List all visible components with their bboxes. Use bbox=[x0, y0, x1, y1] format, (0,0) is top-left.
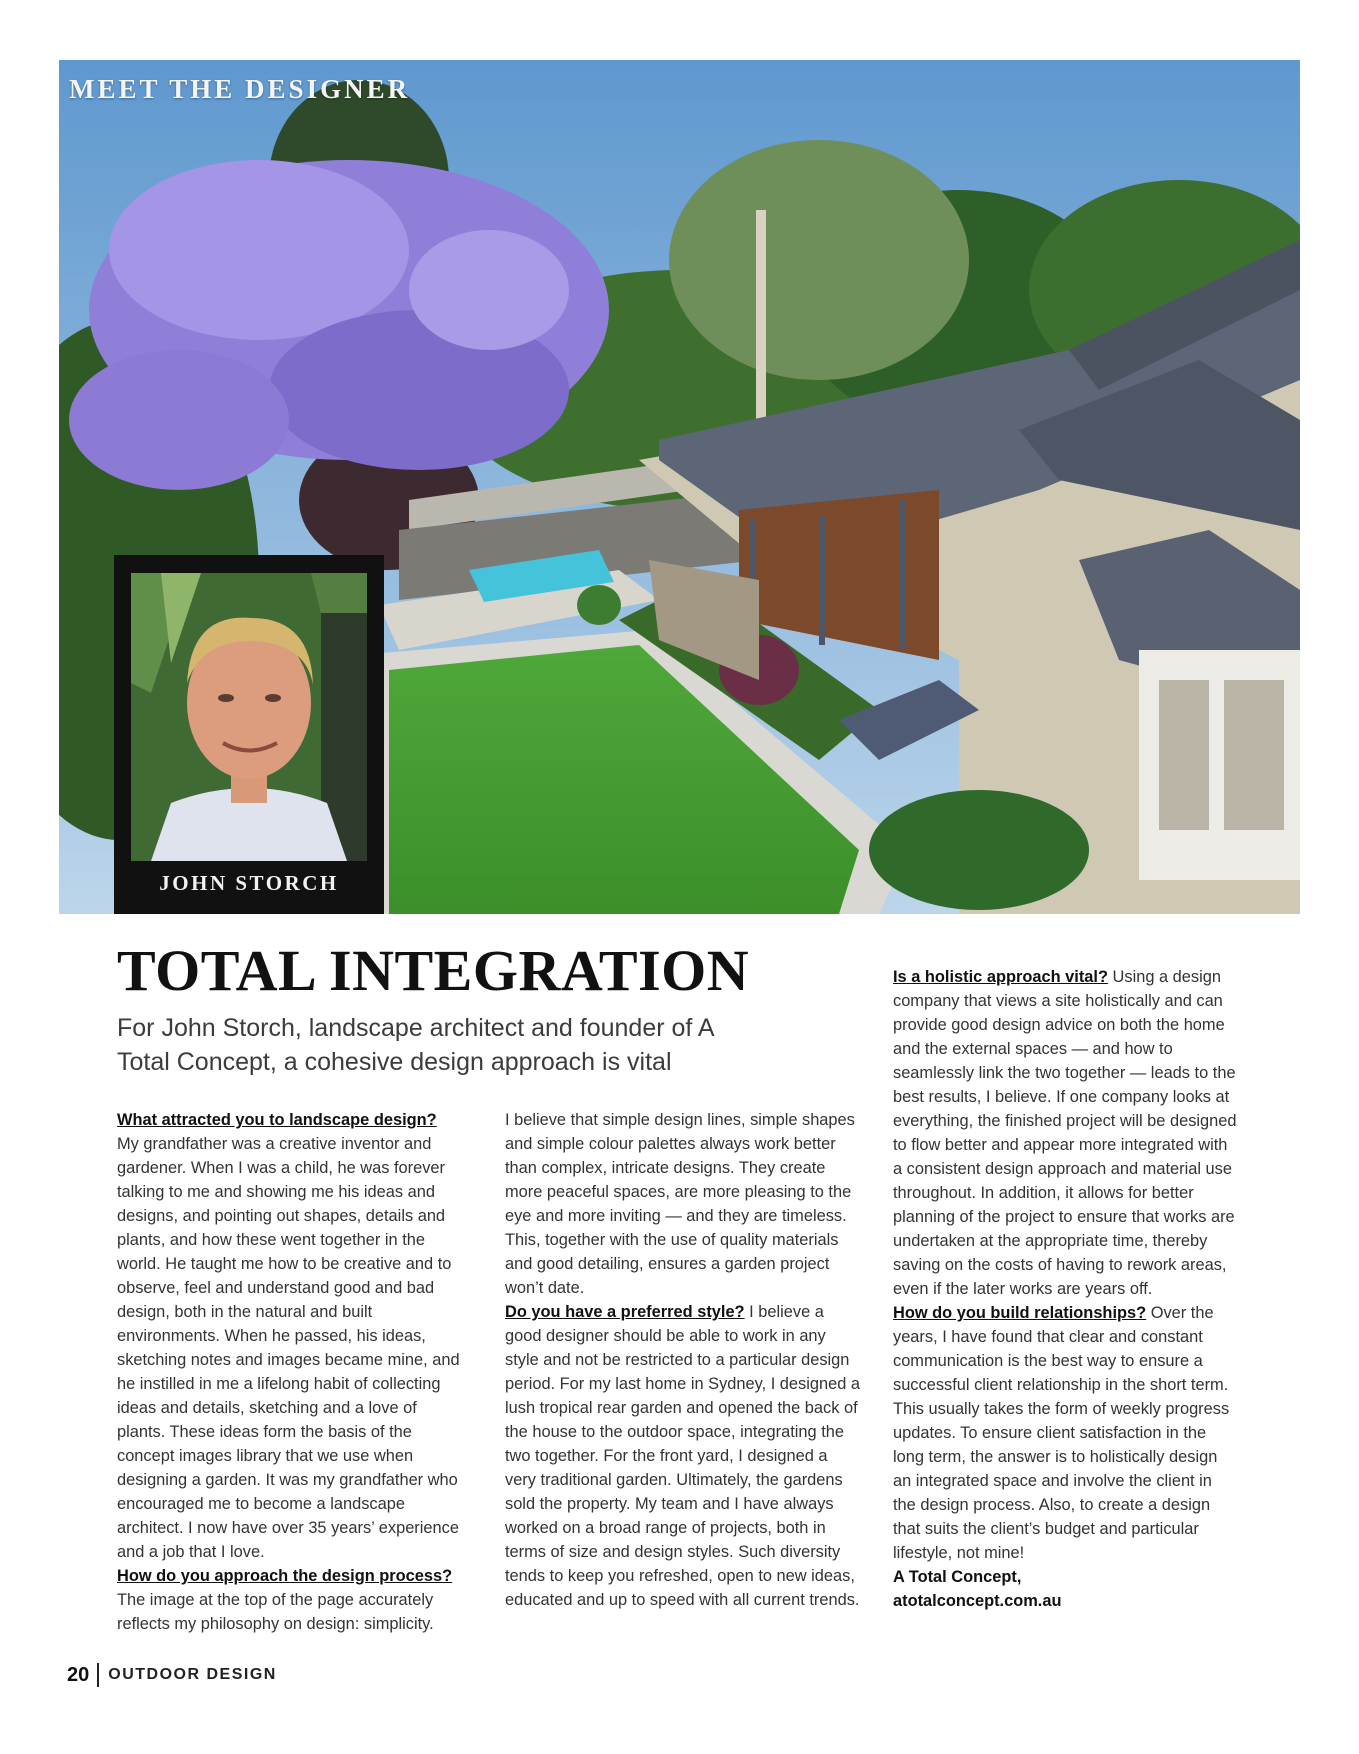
question: How do you approach the design process? bbox=[117, 1567, 453, 1585]
answer: Using a design company that views a site holistically and can provide good design advice on both the home and the external spaces — and how to seamlessly link the two together — leads to the best results, I believe. If one company looks at everything, the finished project will be designed to flow better and appear more integrated with a consistent design approach and material use throughout. In addition, it allows for better planning of the project to ensure that works are undertaken at the appropriate time, thereby saving on the costs of having to rework areas, even if the later works are years off. bbox=[893, 968, 1237, 1298]
page-footer bbox=[67, 1663, 277, 1687]
answer: I believe that simple design lines, simple shapes and simple colour palettes always work better than complex, intricate designs. They create more peaceful spaces, are more pleasing to the eye and more inviting — and they are timeless. This, together with the use of quality materials and good detailing, ensures a garden project won’t date. bbox=[505, 1111, 855, 1297]
question: What attracted you to landscape design? bbox=[117, 1111, 437, 1129]
question: Do you have a preferred style? bbox=[505, 1303, 745, 1321]
magazine-name: OUTDOOR DESIGN bbox=[108, 1666, 277, 1683]
article-dek: For John Storch, landscape architect and founder of A Total Concept, a cohesive design approach is vital bbox=[117, 1014, 714, 1076]
hero-photo bbox=[59, 60, 1300, 914]
qa-paragraph bbox=[505, 1300, 860, 1612]
text-column-2 bbox=[505, 1108, 860, 1612]
page-number: 20 bbox=[67, 1663, 90, 1686]
portrait-frame bbox=[114, 555, 384, 914]
text-column-3 bbox=[893, 965, 1238, 1613]
footer-divider bbox=[97, 1663, 99, 1687]
qa-paragraph bbox=[893, 1301, 1238, 1565]
jacaranda-tree bbox=[69, 160, 609, 490]
answer: I believe a good designer should be able to work in any style and not be restricted to a particular design period. For my last home in Sydney, I designed a lush tropical rear garden and opened the back of the house to the outdoor space, integrating the two together. For the front yard, I designed a very traditional garden. Ultimately, the gardens sold the property. My team and I have always worked on a broad range of projects, both in terms of size and design styles. Such diversity tends to keep you refreshed, open to new ideas, educated and up to speed with all current trends. bbox=[505, 1303, 861, 1609]
answer: My grandfather was a creative inventor and gardener. When I was a child, he was forever talking to me and showing me his ideas and designs, and pointing out shapes, details and plants, and how these went together in the world. He taught me how to be creative and to observe, feel and understand good and bad design, both in the natural and built environments. When he passed, his ideas, sketching notes and images became mine, and he instilled in me a lifelong habit of collecting ideas and details, sketching and a love of plants. These ideas form the basis of the concept images library that we use when designing a garden. It was my grandfather who encouraged me to become a landscape architect. I now have over 35 years’ experience and a job that I love. bbox=[117, 1135, 460, 1561]
article-headline: TOTAL INTEGRATION bbox=[117, 938, 750, 1003]
question: Is a holistic approach vital? bbox=[893, 968, 1108, 986]
text-column-1 bbox=[117, 1108, 465, 1636]
section-label: MEET THE DESIGNER bbox=[69, 74, 411, 104]
company-website[interactable]: atotalconcept.com.au bbox=[893, 1592, 1062, 1610]
company-name: A Total Concept, bbox=[893, 1568, 1022, 1586]
answer: The image at the top of the page accurately reflects my philosophy on design: simplicity. bbox=[117, 1591, 434, 1633]
portrait-caption: JOHN STORCH bbox=[159, 871, 339, 895]
question: How do you build relationships? bbox=[893, 1304, 1147, 1322]
answer: Over the years, I have found that clear and constant communication is the best way to ensure a successful client relationship in the short term. This usually takes the form of weekly progress updates. To ensure client satisfaction in the long term, the answer is to holistically design an integrated space and involve the client in the design process. Also, to create a design that suits the client’s budget and particular lifestyle, not mine! bbox=[893, 1304, 1230, 1562]
portrait-photo bbox=[131, 573, 367, 861]
qa-paragraph bbox=[893, 965, 1238, 1301]
